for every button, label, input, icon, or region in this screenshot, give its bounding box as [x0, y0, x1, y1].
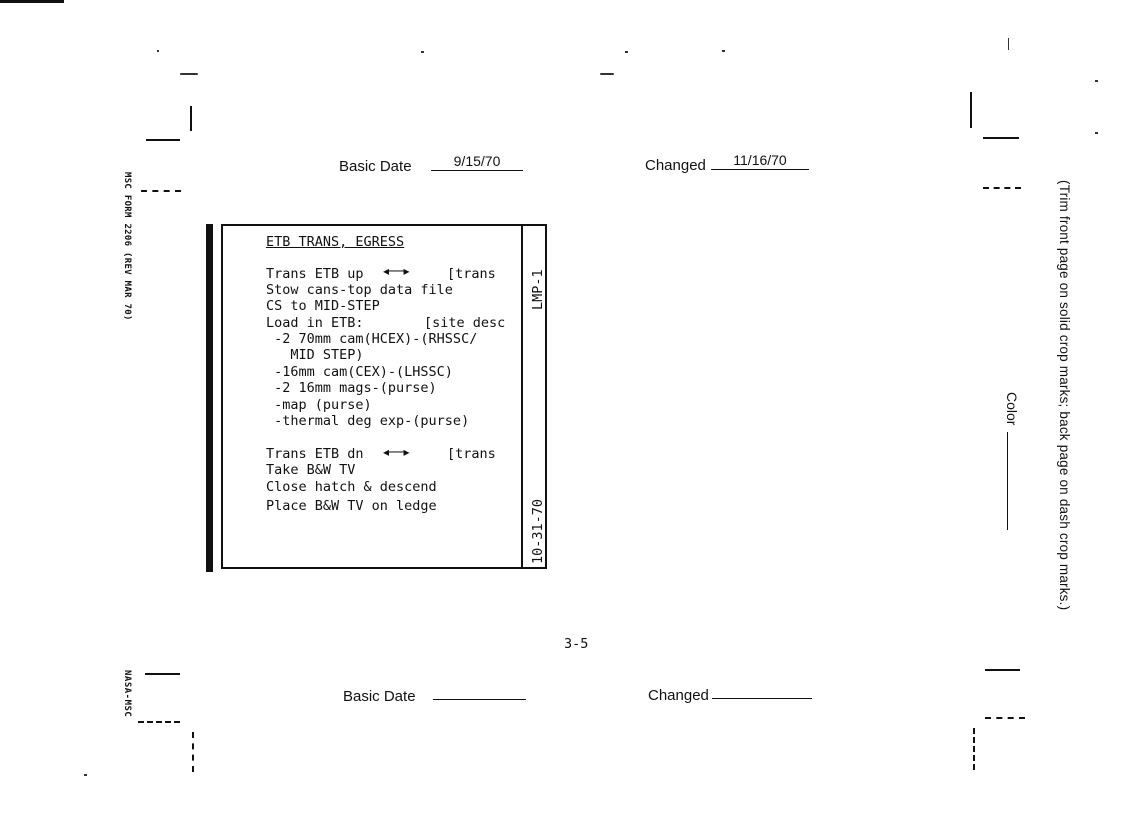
color-label: Color [1004, 392, 1020, 426]
crop-mark-dash [985, 717, 1025, 719]
corner-mark [0, 0, 64, 3]
speck [1095, 132, 1098, 134]
changed-label: Changed [645, 157, 706, 174]
agency-label: NASA-MSC [122, 670, 132, 718]
crop-mark-dash [192, 732, 194, 772]
form-id-label: MSC FORM 2206 (REV MAR 70) [122, 172, 132, 321]
speck [84, 774, 87, 776]
footer-changed-label: Changed [648, 687, 709, 704]
card-line: Take B&W TV [266, 462, 356, 478]
card-title: ETB TRANS, EGRESS [266, 234, 405, 250]
crop-mark-dash [973, 728, 975, 770]
card-line: -2 70mm cam(HCEX)-(RHSSC/ [266, 331, 478, 347]
double-arrow-icon: ◂──▸ [383, 264, 410, 278]
card-line: Trans ETB dn [266, 446, 364, 462]
crop-mark-solid [190, 106, 192, 131]
card-line: Close hatch & descend [266, 479, 437, 495]
card-tab-divider [521, 224, 523, 569]
color-field-line [1007, 432, 1008, 530]
card-line: Stow cans-top data file [266, 282, 453, 298]
trim-note: (Trim front page on solid crop marks; back page on dash crop marks.) [1057, 180, 1072, 611]
speck [157, 50, 159, 52]
card-line: -16mm cam(CEX)-(LHSSC) [266, 364, 453, 380]
page-number: 3-5 [564, 636, 589, 652]
crop-mark-solid [970, 92, 972, 128]
card-note-site-desc: [site desc [424, 315, 506, 331]
card-line: -map (purse) [266, 397, 372, 413]
card-line: Place B&W TV on ledge [266, 498, 437, 514]
speck [180, 73, 198, 75]
basic-date-label: Basic Date [339, 158, 412, 175]
speck [722, 50, 725, 52]
card-line: CS to MID-STEP [266, 298, 380, 314]
footer-changed-value [712, 681, 812, 699]
card-line: Trans ETB up [266, 266, 364, 282]
footer-basic-date-label: Basic Date [343, 688, 416, 705]
crop-mark-dash [983, 187, 1021, 189]
card-line: -2 16mm mags-(purse) [266, 380, 437, 396]
crop-mark-solid [985, 669, 1020, 671]
speck [1095, 80, 1098, 82]
crop-mark-solid [145, 673, 180, 675]
footer-basic-date-value [433, 682, 526, 700]
crop-mark-solid [983, 137, 1019, 139]
double-arrow-icon: ◂──▸ [383, 445, 410, 459]
speck [625, 51, 628, 53]
speck [600, 73, 614, 75]
changed-value: 11/16/70 [711, 152, 809, 170]
crop-mark-dash [141, 190, 181, 192]
basic-date-value: 9/15/70 [431, 153, 523, 171]
card-binding-bar [206, 224, 213, 572]
card-line: Load in ETB: [266, 315, 364, 331]
crop-mark-solid [146, 139, 180, 141]
card-tab-bottom: 10-31-70 [530, 498, 546, 564]
speck [421, 51, 424, 53]
speck [1008, 38, 1009, 50]
card-note-trans-dn: [trans [447, 446, 496, 462]
crop-mark-dash [138, 721, 180, 723]
card-line: -thermal deg exp-(purse) [266, 413, 470, 429]
card-tab-top: LMP-1 [530, 269, 546, 310]
card-note-trans-up: [trans [447, 266, 496, 282]
card-line: MID STEP) [266, 347, 364, 363]
